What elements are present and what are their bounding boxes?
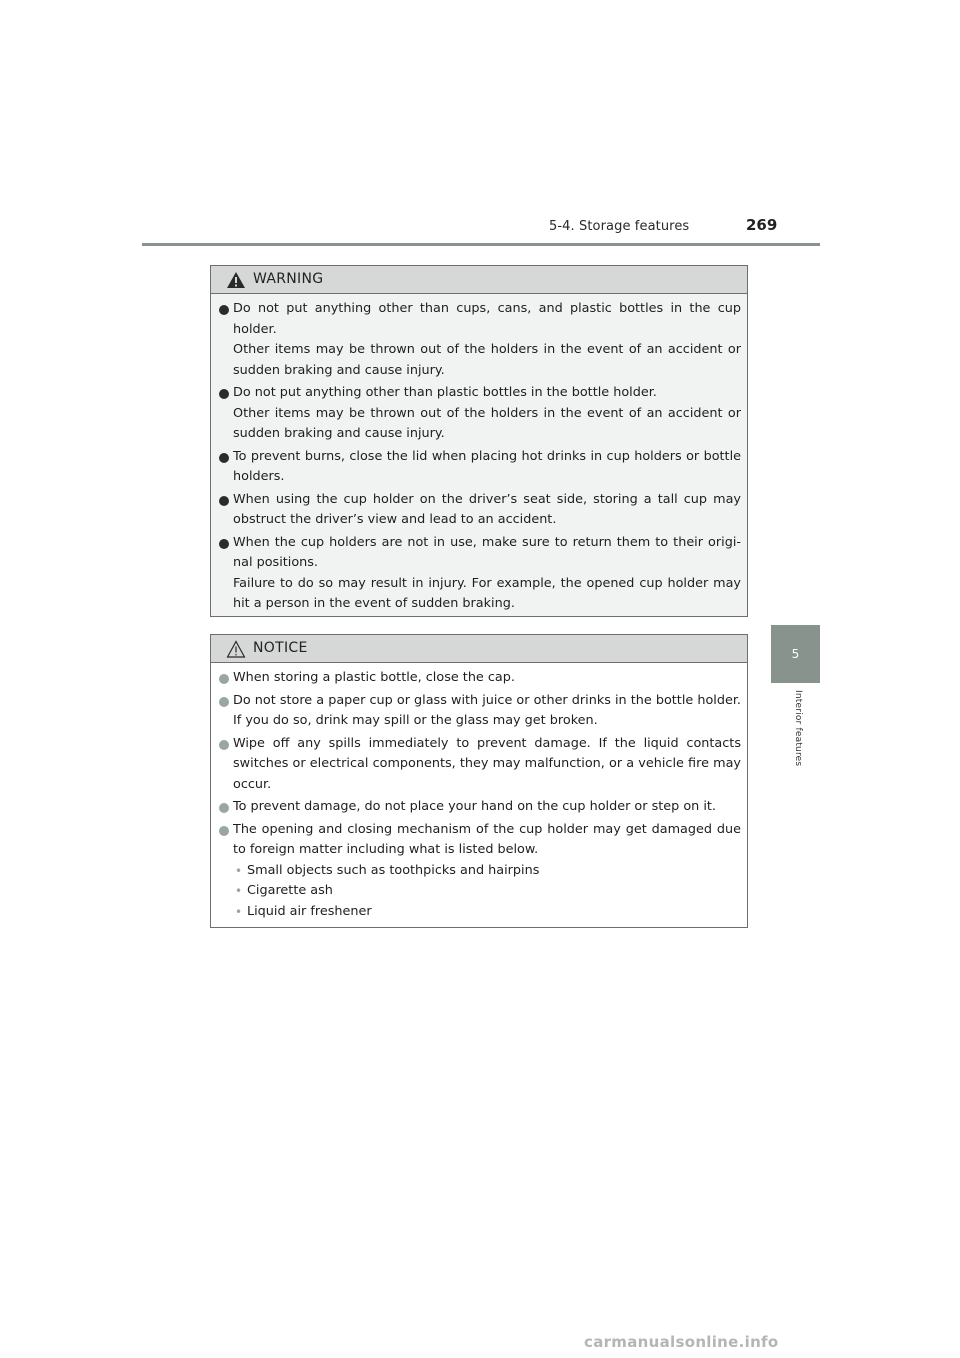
header-divider [142, 243, 820, 246]
text-line: Do not put anything other than plastic bottles in the bottle holder. [233, 385, 657, 400]
text-line: When using the cup holder on the driver’s seat side, storing a tall cup may [233, 491, 741, 507]
text-line: hit a person in the event of sudden braking. [233, 596, 515, 611]
text-line: Do not put anything other than cups, cans, and plastic bottles in the cup [233, 301, 741, 316]
sub-item-text: Liquid air freshener [247, 903, 372, 919]
bullet-icon [219, 674, 229, 684]
warning-triangle-icon [226, 271, 246, 289]
list-item [215, 691, 741, 732]
text-line: switches or electrical components, they may malfunction, or a vehicle fire may [233, 756, 741, 771]
text-line: sudden braking and cause injury. [233, 426, 445, 441]
notice-header [211, 635, 747, 663]
chapter-tab[interactable] [771, 625, 820, 683]
text-line: When the cup holders are not in use, make sure to return them to their origi- [233, 534, 741, 550]
list-item [215, 820, 741, 923]
list-item [215, 668, 741, 689]
text-line: to foreign matter including what is listed below. [233, 842, 539, 857]
text-line: obstruct the driver’s view and lead to an accident. [233, 512, 557, 527]
watermark: carmanualsonline.info [584, 1333, 779, 1351]
sub-bullet-icon: • [235, 904, 243, 919]
list-item [215, 383, 741, 445]
section-title: 5-4. Storage features [549, 219, 690, 234]
warning-header [211, 266, 747, 294]
text-line: When storing a plastic bottle, close the cap. [233, 670, 515, 685]
text-line: Other items may be thrown out of the holders in the event of an accident or [233, 342, 741, 357]
text-line: nal positions. [233, 555, 318, 570]
text-line: holders. [233, 469, 285, 484]
sub-item-text: Cigarette ash [247, 883, 333, 898]
text-line: sudden braking and cause injury. [233, 362, 445, 378]
sub-list-item [233, 861, 741, 882]
text-line: To prevent burns, close the lid when placing hot drinks in cup holders or bottle [233, 448, 741, 464]
notice-title: NOTICE [253, 640, 308, 656]
list-item [215, 734, 741, 796]
sub-bullet-icon: • [235, 884, 243, 898]
warning-box [210, 265, 748, 617]
chapter-label: Interior features [793, 690, 803, 767]
bullet-icon [219, 305, 229, 315]
list-item [215, 533, 741, 615]
bullet-icon [219, 496, 229, 506]
bullet-icon [219, 453, 229, 463]
sub-list-item [233, 902, 741, 923]
chapter-number: 5 [791, 647, 800, 661]
list-item [215, 797, 741, 818]
text-line: holder. [233, 321, 277, 337]
caution-triangle-icon [226, 640, 246, 658]
page-number: 269 [746, 216, 778, 234]
sub-item-text: Small objects such as toothpicks and hairpins [247, 862, 540, 878]
bullet-icon [219, 697, 229, 707]
text-line: Failure to do so may result in injury. For example, the opened cup holder may [233, 575, 741, 591]
bullet-icon [219, 803, 229, 813]
list-item [215, 299, 741, 381]
text-line: Wipe off any spills immediately to prevent damage. If the liquid contacts [233, 735, 741, 751]
bullet-icon [219, 389, 229, 399]
list-item [215, 447, 741, 488]
notice-box [210, 634, 748, 928]
warning-title: WARNING [253, 271, 324, 287]
bullet-icon [219, 539, 229, 549]
sub-bullet-icon: • [235, 863, 243, 878]
text-line: If you do so, drink may spill or the glass may get broken. [233, 713, 598, 728]
warning-body [211, 294, 747, 615]
text-line: occur. [233, 776, 272, 792]
notice-body [211, 663, 747, 922]
bullet-icon [219, 826, 229, 836]
bullet-icon [219, 740, 229, 750]
text-line: The opening and closing mechanism of the cup holder may get damaged due [233, 821, 741, 837]
sub-list-item [233, 881, 741, 902]
text-line: Other items may be thrown out of the holders in the event of an accident or [233, 405, 741, 421]
list-item [215, 490, 741, 531]
text-line: To prevent damage, do not place your hand on the cup holder or step on it. [233, 799, 716, 814]
text-line: Do not store a paper cup or glass with juice or other drinks in the bottle holder. [233, 692, 741, 708]
